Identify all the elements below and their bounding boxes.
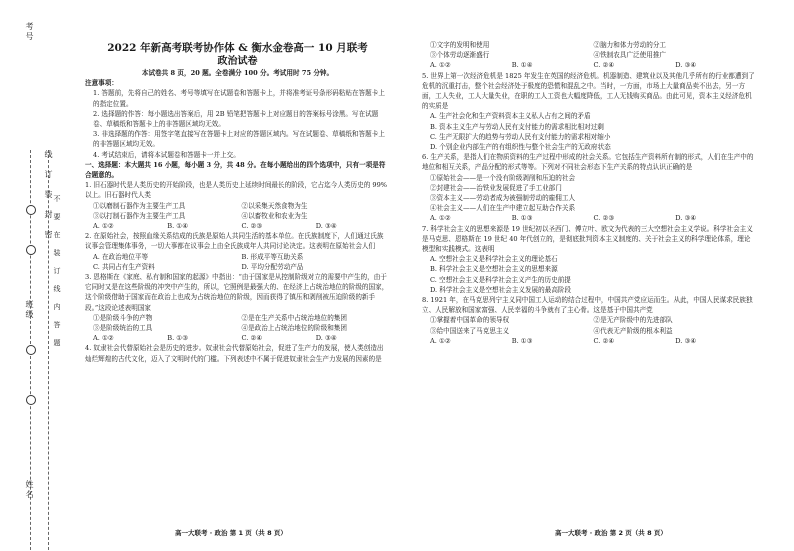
question-4-stem: 4. 奴隶社会代替原始社会是历史的进步。奴隶社会代替原始社会，促进了生产力的发展，使人类创造出灿烂辉煌的古代文化，迈入了文明时代的门槛。下列表述中不属于促进奴隶社会生产力发展的因素的是 <box>85 344 384 363</box>
question-2-stem: 2. 在原始社会，按照血缘关系结成的氏族是原始人共同生活的基本单位。在氏族制度下，人们通过氏族议事会管理集体事务，一切大事都在议事会上由全氏族成年人共同讨论决定。这表明在原始社会人们 <box>85 232 384 251</box>
binding-hole <box>26 245 36 255</box>
notice-item: 1. 答题前，先将自己的姓名、考号等填写在试题卷和答题卡上，并将准考证号条形码粘贴在答题卡上的指定位置。 <box>93 89 385 108</box>
statement-item: ④社会主义——人们在生产中建立起互助合作关系 <box>430 204 576 213</box>
statement-item: ③以打制石器作为主要生产工具 <box>93 211 186 220</box>
notice-item: 3. 非选择题的作答：用签字笔直接写在答题卡上对应的答题区域内。写在试题卷、草稿纸和答题卡上的非答题区域均无效。 <box>93 130 385 149</box>
question-1-stem: 1. 旧石器时代是人类历史的开始阶段，也是人类历史上延续时间最长的阶段，它占迄今人类历史的 99% 以上。旧石器时代人类 <box>85 181 388 200</box>
exam-title: 2022 年新高考联考协作体 & 衡水金卷高一 10 月联考 <box>107 42 368 54</box>
section-heading: 一、选择题：本大题共 16 小题，每小题 3 分，共 48 分。在每小题给出的四个选项中，只有一项是符合题意的。 <box>85 160 386 180</box>
answer-option: D. ③④ <box>315 222 337 231</box>
page-footer-left: 高一大联考 · 政治 第 1 页（共 8 页） <box>175 529 287 537</box>
answer-option: A. 生产社会化和生产资料资本主义私人占有之间的矛盾 <box>430 112 591 121</box>
answer-option: C. 空想社会主义是科学社会主义产生的历史前提 <box>430 275 571 284</box>
statement-item: ③是阶级统治的工具 <box>93 324 153 333</box>
seal-notice: 不 要 在 装 订 线 内 答 题 <box>53 195 61 348</box>
statement-item: ②是在生产关系中占统治地位的集团 <box>241 313 347 322</box>
notice-heading: 注意事项： <box>85 79 118 88</box>
statement-item: ①以磨制石器作为主要生产工具 <box>93 201 186 210</box>
answer-option: B. ①③ <box>511 336 533 345</box>
statement-item: ③个体劳动逐渐盛行 <box>430 51 490 60</box>
statement-item: ③资本主义——劳动者成为被强制劳动的雇佣工人 <box>430 194 576 203</box>
statement-item: ②以采集天然食物为生 <box>241 201 308 210</box>
answer-option: D. ③④ <box>675 214 697 223</box>
exam-subject: 政治试卷 <box>217 56 258 67</box>
statement-item: ④代表无产阶级的根本利益 <box>593 326 673 335</box>
statement-item: ④以畜牧业和农业为生 <box>241 211 308 220</box>
answer-option: C. ②④ <box>593 336 615 345</box>
question-4-items <box>422 40 757 60</box>
notice-item: 4. 考试结束后，请将本试题卷和答题卡一并上交。 <box>93 150 240 159</box>
answer-option: C. 生产无限扩大的趋势与劳动人民有支付能力的需求相对缩小 <box>430 132 611 141</box>
question-2-answers <box>85 252 390 272</box>
question-1-items <box>85 201 390 221</box>
page-footer-right: 高一大联考 · 政治 第 2 页（共 8 页） <box>555 529 667 537</box>
kaohao-label: 考号 <box>25 22 34 42</box>
question-4-answers <box>422 60 757 70</box>
right-column <box>422 40 757 346</box>
question-3-stem: 3. 恩格斯在《家庭、私有制和国家的起源》中指出：“由于国家是从控制阶级对立的需要中产生的，由于它同时又是在这些阶级的冲突中产生的，所以，它照例是最强大的、在经济上占统治地位的阶级的国家，这个阶级借助于国家而在政治上也成为占统治地位的阶级，因而获得了镇压和剥削被压迫阶级的新手段。”这段论述表明国家 <box>85 273 389 312</box>
answer-option: C. ②③ <box>241 222 263 231</box>
left-column <box>85 0 390 364</box>
exam-meta: 本试卷共 8 页，20 题。全卷满分 100 分。考试用时 75 分钟。 <box>141 69 334 77</box>
question-6-stem: 6. 生产关系，是指人们在物质资料的生产过程中形成的社会关系。它包括生产资料所有制的形式，人们在生产中的地位和相互关系，产品分配的形式等等。下列对不同社会形态下生产关系的特点认识正确的是 <box>422 153 754 172</box>
statement-item: ④铁制农具广泛使用推广 <box>593 51 667 60</box>
statement-item: ①掌握着中国革命的领导权 <box>430 316 510 325</box>
binding-hole <box>26 205 36 215</box>
answer-option: A. ①② <box>430 336 451 345</box>
answer-option: A. 空想社会主义是科学社会主义的理论基石 <box>430 255 558 264</box>
statement-item: ①原始社会——是一个没有阶级剥削和压迫的社会 <box>430 173 576 182</box>
statement-item: ④是政治上占统治地位的阶级和集团 <box>241 324 347 333</box>
answer-option: C. 共同占有生产资料 <box>93 262 155 271</box>
answer-option: A. ①② <box>430 61 451 70</box>
answer-option: A. ①② <box>430 214 451 223</box>
answer-option: B. 资本主义生产与劳动人民有支付能力的需求相比相对过剩 <box>430 122 604 131</box>
question-1-answers <box>85 221 390 231</box>
answer-option: B. ①④ <box>511 61 533 70</box>
banji-label: 班级 <box>25 300 34 320</box>
question-8-items <box>422 315 757 335</box>
statement-item: ①文字的发明和使用 <box>430 41 490 49</box>
answer-option: D. 平均分配劳动产品 <box>241 262 304 271</box>
answer-option: B. ①③ <box>511 214 533 223</box>
answer-option: B. ①③ <box>167 334 189 343</box>
answer-option: A. 在政治地位平等 <box>93 252 149 261</box>
answer-option: B. 形成平等互助关系 <box>241 252 304 261</box>
answer-option: D. 科学社会主义是空想社会主义发展的最高阶段 <box>430 285 572 294</box>
answer-option: A. ①② <box>93 222 114 231</box>
answer-option: D. ③④ <box>675 336 697 345</box>
statement-item: ②是无产阶级中的先进部队 <box>593 316 673 325</box>
answer-option: B. ①④ <box>167 222 189 231</box>
answer-option: C. ②④ <box>241 334 263 343</box>
seal-text: 线 订 装 封 密 <box>44 150 53 240</box>
answer-option: B. 科学社会主义是空想社会主义的思想来源 <box>430 265 558 274</box>
question-3-items <box>85 313 390 333</box>
question-7-stem: 7. 科学社会主义的思想来源是 19 世纪初以圣西门、傅立叶、欧文为代表的三大空想社会主义学说。科学社会主义是马克思、恩格斯在 19 世纪 40 年代创立的，是彻底批判资本主义制度的、关于社会主义的科学理论体系，理论模型和实践模式。这表明 <box>422 224 753 254</box>
question-5-stem: 5. 世界上第一次经济危机是 1825 年发生在英国的经济危机。机器制造、建筑业以及其他几乎所有的行业都遭到了危机的沉重打击，整个社会经济处于极度的恐慌和混乱之中。当时，一方面，市场上大量商品卖不出去，另一方面，工人失业，工人大量失业，在职的工人工资也大幅度降低，工人无钱购买商品。由此可见，资本主义经济危机的实质是 <box>422 71 755 111</box>
answer-option: D. 个别企业内部生产的有组织性与整个社会生产的无政府状态 <box>430 143 611 152</box>
answer-option: C. ②④ <box>593 61 615 70</box>
statement-item: ③给中国送来了马克思主义 <box>430 326 510 335</box>
question-6-answers <box>422 213 757 223</box>
question-8-answers <box>422 336 757 346</box>
xingming-label: 姓名 <box>25 480 34 500</box>
question-8-stem: 8. 1921 年，在马克思列宁主义同中国工人运动的结合过程中，中国共产党应运而生。从此，中国人民谋求民族独立、人民解放和国家富强、人民幸福的斗争就有了主心骨。这是基于中国共产党 <box>422 296 753 315</box>
notice-item: 2. 选择题的作答：每小题选出答案后，用 2B 铅笔把答题卡上对应题目的答案标号涂黑。写在试题卷、草稿纸和答题卡上的非答题区域均无效。 <box>93 109 379 129</box>
statement-item: ①是阶级斗争的产物 <box>93 313 153 322</box>
answer-option: D. ③④ <box>675 61 697 70</box>
statement-item: ②脑力和体力劳动的分工 <box>593 41 667 49</box>
question-3-answers <box>85 333 390 343</box>
answer-option: C. ②③ <box>593 214 615 223</box>
answer-option: D. ③④ <box>315 334 337 343</box>
binding-hole <box>26 345 36 355</box>
binding-hole <box>26 395 36 405</box>
answer-option: A. ①② <box>93 334 114 343</box>
binding-margin <box>0 0 60 551</box>
statement-item: ②封建社会——治铁业发展促进了手工业部门 <box>430 183 562 192</box>
